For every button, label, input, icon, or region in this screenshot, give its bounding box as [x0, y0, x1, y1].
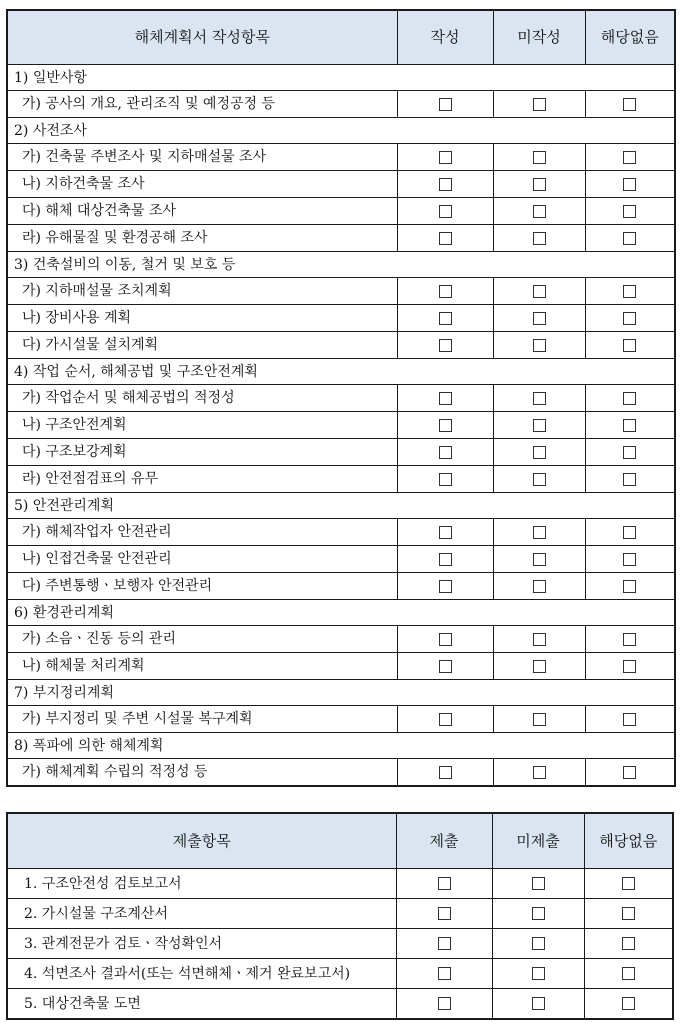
not-applicable-checkbox-cell: [585, 706, 675, 733]
item-label: 가) 작업순서 및 해체공법의 적정성: [7, 385, 397, 412]
table-row: [7, 305, 675, 332]
not-written-checkbox-cell: [493, 412, 585, 439]
section-title: 5) 안전관리계획: [7, 493, 675, 519]
table-row: [7, 144, 675, 171]
not-submitted-checkbox[interactable]: [532, 937, 545, 950]
written-checkbox[interactable]: [439, 392, 452, 405]
section-row: [7, 600, 675, 626]
written-checkbox-cell: [397, 439, 493, 466]
submitted-checkbox-cell: [396, 899, 492, 929]
section-title: 8) 폭파에 의한 해체계획: [7, 733, 675, 759]
written-checkbox-cell: [397, 305, 493, 332]
not-applicable-checkbox[interactable]: [623, 446, 636, 459]
not-written-checkbox-cell: [493, 278, 585, 305]
doc-not-applicable-checkbox[interactable]: [622, 997, 635, 1010]
written-checkbox-cell: [397, 653, 493, 680]
not-submitted-checkbox-cell: [492, 989, 584, 1020]
written-checkbox[interactable]: [439, 98, 452, 111]
item-label: 나) 장비사용 계획: [7, 305, 397, 332]
written-checkbox-cell: [397, 171, 493, 198]
not-applicable-checkbox[interactable]: [623, 660, 636, 673]
item-label: 가) 부지정리 및 주변 시설물 복구계획: [7, 706, 397, 733]
not-applicable-checkbox-cell: [585, 332, 675, 359]
not-applicable-checkbox-cell: [585, 546, 675, 573]
written-checkbox[interactable]: [439, 660, 452, 673]
written-checkbox-cell: [397, 332, 493, 359]
table-row: [7, 91, 675, 118]
not-applicable-checkbox[interactable]: [623, 526, 636, 539]
section-title: 7) 부지정리계획: [7, 680, 675, 706]
not-submitted-checkbox[interactable]: [532, 877, 545, 890]
submitted-checkbox[interactable]: [438, 967, 451, 980]
not-written-checkbox[interactable]: [533, 178, 546, 191]
submitted-checkbox[interactable]: [438, 937, 451, 950]
doc-not-applicable-checkbox-cell: [584, 989, 673, 1020]
section-title: 3) 건축설비의 이동, 철거 및 보호 등: [7, 252, 675, 278]
not-written-checkbox[interactable]: [533, 526, 546, 539]
not-written-checkbox-cell: [493, 332, 585, 359]
not-applicable-checkbox-cell: [585, 573, 675, 600]
submitted-checkbox-cell: [396, 989, 492, 1020]
table-row: [7, 385, 675, 412]
table-row: [7, 899, 673, 929]
not-written-checkbox-cell: [493, 759, 585, 787]
section-title: 1) 일반사항: [7, 65, 675, 91]
item-label: 다) 가시설물 설치계획: [7, 332, 397, 359]
table-row: [7, 198, 675, 225]
not-applicable-checkbox-cell: [585, 171, 675, 198]
not-applicable-checkbox[interactable]: [623, 419, 636, 432]
doc-item-label: 3. 관계전문가 검토ㆍ작성확인서: [7, 929, 396, 959]
written-checkbox[interactable]: [439, 713, 452, 726]
item-label: 가) 공사의 개요, 관리조직 및 예정공정 등: [7, 91, 397, 118]
not-applicable-checkbox-cell: [585, 225, 675, 252]
not-applicable-checkbox[interactable]: [623, 205, 636, 218]
demolition-plan-checklist-table: [6, 9, 676, 787]
doc-header-item: 제출항목: [7, 813, 396, 869]
written-checkbox-cell: [397, 385, 493, 412]
not-written-checkbox-cell: [493, 385, 585, 412]
written-checkbox-cell: [397, 225, 493, 252]
submission-documents-table: [6, 812, 674, 1020]
not-submitted-checkbox-cell: [492, 929, 584, 959]
item-label: 다) 주변통행ㆍ보행자 안전관리: [7, 573, 397, 600]
written-checkbox-cell: [397, 198, 493, 225]
section-row: [7, 493, 675, 519]
written-checkbox-cell: [397, 546, 493, 573]
written-checkbox-cell: [397, 519, 493, 546]
item-label: 가) 해체작업자 안전관리: [7, 519, 397, 546]
section-row: [7, 680, 675, 706]
written-checkbox-cell: [397, 759, 493, 787]
not-applicable-checkbox[interactable]: [623, 285, 636, 298]
section-row: [7, 252, 675, 278]
plan-header-not-applicable: 해당없음: [585, 10, 675, 65]
not-written-checkbox-cell: [493, 305, 585, 332]
not-submitted-checkbox-cell: [492, 869, 584, 899]
plan-header-item: 해체계획서 작성항목: [7, 10, 397, 65]
submitted-checkbox-cell: [396, 959, 492, 989]
table-row: [7, 573, 675, 600]
item-label: 가) 건축물 주변조사 및 지하매설물 조사: [7, 144, 397, 171]
written-checkbox-cell: [397, 412, 493, 439]
table-row: [7, 959, 673, 989]
item-label: 다) 해체 대상건축물 조사: [7, 198, 397, 225]
not-applicable-checkbox-cell: [585, 519, 675, 546]
submitted-checkbox-cell: [396, 869, 492, 899]
doc-header-not-applicable: 해당없음: [584, 813, 673, 869]
not-applicable-checkbox-cell: [585, 198, 675, 225]
written-checkbox[interactable]: [439, 526, 452, 539]
table-row: [7, 759, 675, 787]
doc-header-row: [7, 813, 673, 869]
written-checkbox-cell: [397, 144, 493, 171]
table-row: [7, 332, 675, 359]
written-checkbox[interactable]: [439, 473, 452, 486]
not-written-checkbox[interactable]: [533, 419, 546, 432]
section-title: 2) 사전조사: [7, 118, 675, 144]
item-label: 나) 구조안전계획: [7, 412, 397, 439]
not-written-checkbox[interactable]: [533, 553, 546, 566]
not-written-checkbox[interactable]: [533, 205, 546, 218]
not-applicable-checkbox-cell: [585, 466, 675, 493]
not-submitted-checkbox-cell: [492, 899, 584, 929]
not-written-checkbox[interactable]: [533, 312, 546, 325]
table-row: [7, 439, 675, 466]
doc-not-applicable-checkbox-cell: [584, 899, 673, 929]
not-written-checkbox[interactable]: [533, 392, 546, 405]
not-applicable-checkbox-cell: [585, 278, 675, 305]
not-submitted-checkbox[interactable]: [532, 967, 545, 980]
not-applicable-checkbox-cell: [585, 91, 675, 118]
not-written-checkbox[interactable]: [533, 98, 546, 111]
table-row: [7, 626, 675, 653]
table-row: [7, 989, 673, 1020]
item-label: 가) 소음ㆍ진동 등의 관리: [7, 626, 397, 653]
section-row: [7, 65, 675, 91]
section-title: 4) 작업 순서, 해체공법 및 구조안전계획: [7, 359, 675, 385]
table-row: [7, 869, 673, 899]
table-row: [7, 706, 675, 733]
not-applicable-checkbox[interactable]: [623, 151, 636, 164]
table-row: [7, 412, 675, 439]
doc-header-not-submitted: 미제출: [492, 813, 584, 869]
not-applicable-checkbox-cell: [585, 412, 675, 439]
item-label: 가) 해체계획 수립의 적정성 등: [7, 759, 397, 787]
not-applicable-checkbox[interactable]: [623, 553, 636, 566]
not-applicable-checkbox-cell: [585, 626, 675, 653]
submitted-checkbox[interactable]: [438, 907, 451, 920]
not-applicable-checkbox[interactable]: [623, 633, 636, 646]
written-checkbox[interactable]: [439, 178, 452, 191]
table-row: [7, 653, 675, 680]
not-written-checkbox-cell: [493, 144, 585, 171]
written-checkbox[interactable]: [439, 205, 452, 218]
not-written-checkbox[interactable]: [533, 713, 546, 726]
written-checkbox[interactable]: [439, 419, 452, 432]
written-checkbox[interactable]: [439, 312, 452, 325]
doc-not-applicable-checkbox-cell: [584, 959, 673, 989]
not-submitted-checkbox[interactable]: [532, 997, 545, 1010]
doc-item-label: 5. 대상건축물 도면: [7, 989, 396, 1020]
section-row: [7, 118, 675, 144]
not-applicable-checkbox[interactable]: [623, 713, 636, 726]
doc-not-applicable-checkbox[interactable]: [622, 907, 635, 920]
written-checkbox[interactable]: [439, 285, 452, 298]
doc-not-applicable-checkbox-cell: [584, 929, 673, 959]
section-row: [7, 359, 675, 385]
not-written-checkbox-cell: [493, 546, 585, 573]
written-checkbox-cell: [397, 706, 493, 733]
written-checkbox-cell: [397, 278, 493, 305]
not-applicable-checkbox[interactable]: [623, 339, 636, 352]
section-row: [7, 733, 675, 759]
not-applicable-checkbox[interactable]: [623, 580, 636, 593]
not-applicable-checkbox[interactable]: [623, 392, 636, 405]
item-label: 라) 유해물질 및 환경공해 조사: [7, 225, 397, 252]
written-checkbox[interactable]: [439, 553, 452, 566]
not-written-checkbox-cell: [493, 198, 585, 225]
table-row: [7, 466, 675, 493]
not-written-checkbox-cell: [493, 171, 585, 198]
not-applicable-checkbox-cell: [585, 439, 675, 466]
doc-item-label: 4. 석면조사 결과서(또는 석면해체ㆍ제거 완료보고서): [7, 959, 396, 989]
item-label: 나) 해체물 처리계획: [7, 653, 397, 680]
doc-header-submitted: 제출: [396, 813, 492, 869]
not-written-checkbox-cell: [493, 653, 585, 680]
not-written-checkbox-cell: [493, 519, 585, 546]
not-applicable-checkbox[interactable]: [623, 98, 636, 111]
not-written-checkbox[interactable]: [533, 285, 546, 298]
not-submitted-checkbox-cell: [492, 959, 584, 989]
not-written-checkbox-cell: [493, 466, 585, 493]
not-written-checkbox[interactable]: [533, 660, 546, 673]
not-written-checkbox-cell: [493, 439, 585, 466]
written-checkbox[interactable]: [439, 766, 452, 779]
doc-not-applicable-checkbox[interactable]: [622, 937, 635, 950]
submitted-checkbox-cell: [396, 929, 492, 959]
not-applicable-checkbox[interactable]: [623, 473, 636, 486]
not-written-checkbox[interactable]: [533, 446, 546, 459]
not-applicable-checkbox[interactable]: [623, 312, 636, 325]
written-checkbox[interactable]: [439, 580, 452, 593]
written-checkbox-cell: [397, 626, 493, 653]
not-submitted-checkbox[interactable]: [532, 907, 545, 920]
not-written-checkbox-cell: [493, 225, 585, 252]
item-label: 나) 지하건축물 조사: [7, 171, 397, 198]
doc-not-applicable-checkbox-cell: [584, 869, 673, 899]
table-row: [7, 519, 675, 546]
not-written-checkbox[interactable]: [533, 339, 546, 352]
doc-not-applicable-checkbox[interactable]: [622, 967, 635, 980]
written-checkbox[interactable]: [439, 339, 452, 352]
not-written-checkbox[interactable]: [533, 473, 546, 486]
plan-header-not-written: 미작성: [493, 10, 585, 65]
not-applicable-checkbox-cell: [585, 305, 675, 332]
written-checkbox-cell: [397, 91, 493, 118]
not-written-checkbox[interactable]: [533, 580, 546, 593]
not-applicable-checkbox-cell: [585, 144, 675, 171]
written-checkbox[interactable]: [439, 446, 452, 459]
submitted-checkbox[interactable]: [438, 877, 451, 890]
written-checkbox-cell: [397, 466, 493, 493]
doc-not-applicable-checkbox[interactable]: [622, 877, 635, 890]
table-row: [7, 225, 675, 252]
written-checkbox[interactable]: [439, 151, 452, 164]
doc-item-label: 2. 가시설물 구조계산서: [7, 899, 396, 929]
submitted-checkbox[interactable]: [438, 997, 451, 1010]
not-applicable-checkbox-cell: [585, 385, 675, 412]
section-title: 6) 환경관리계획: [7, 600, 675, 626]
written-checkbox[interactable]: [439, 633, 452, 646]
table-row: [7, 278, 675, 305]
not-written-checkbox-cell: [493, 573, 585, 600]
not-applicable-checkbox[interactable]: [623, 178, 636, 191]
not-written-checkbox[interactable]: [533, 151, 546, 164]
written-checkbox-cell: [397, 573, 493, 600]
written-checkbox[interactable]: [439, 232, 452, 245]
table-row: [7, 929, 673, 959]
item-label: 다) 구조보강계획: [7, 439, 397, 466]
plan-header-row: [7, 10, 675, 65]
not-written-checkbox[interactable]: [533, 766, 546, 779]
table-row: [7, 171, 675, 198]
not-applicable-checkbox-cell: [585, 759, 675, 787]
not-written-checkbox-cell: [493, 706, 585, 733]
not-applicable-checkbox-cell: [585, 653, 675, 680]
not-written-checkbox[interactable]: [533, 232, 546, 245]
item-label: 라) 안전점검표의 유무: [7, 466, 397, 493]
not-written-checkbox-cell: [493, 626, 585, 653]
doc-item-label: 1. 구조안전성 검토보고서: [7, 869, 396, 899]
item-label: 가) 지하매설물 조치계획: [7, 278, 397, 305]
not-written-checkbox[interactable]: [533, 633, 546, 646]
not-written-checkbox-cell: [493, 91, 585, 118]
not-applicable-checkbox[interactable]: [623, 232, 636, 245]
plan-header-written: 작성: [397, 10, 493, 65]
item-label: 나) 인접건축물 안전관리: [7, 546, 397, 573]
table-row: [7, 546, 675, 573]
not-applicable-checkbox[interactable]: [623, 766, 636, 779]
